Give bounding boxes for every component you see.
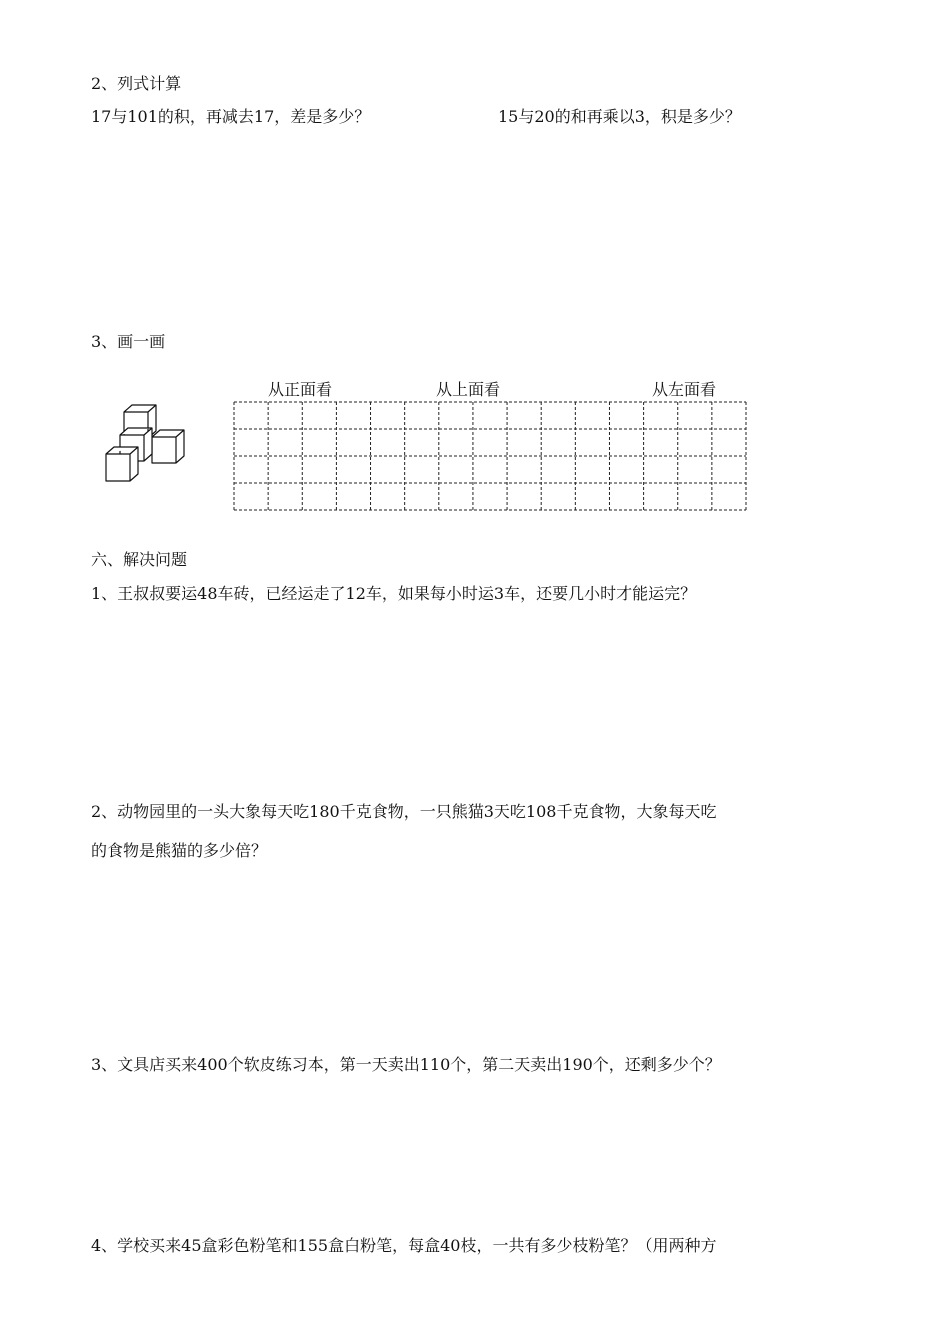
section6-heading: 六、解决问题 bbox=[91, 550, 188, 569]
label-left-view: 从左面看 bbox=[652, 380, 717, 399]
section2-heading: 2、列式计算 bbox=[91, 74, 182, 93]
drawing-grid[interactable] bbox=[232, 400, 748, 512]
problem-4: 4、学校买来45盒彩色粉笔和155盒白粉笔，每盒40枝，一共有多少枝粉笔？（用两种方 bbox=[91, 1236, 717, 1255]
label-front-view: 从正面看 bbox=[268, 380, 333, 399]
section3-heading: 3、画一画 bbox=[91, 332, 166, 351]
problem-2-line1: 2、动物园里的一头大象每天吃180千克食物，一只熊猫3天吃108千克食物，大象每天吃 bbox=[91, 802, 717, 821]
problem-1: 1、王叔叔要运48车砖，已经运走了12车，如果每小时运3车，还要几小时才能运完？ bbox=[91, 584, 697, 603]
question-product: 17与101的积，再减去17，差是多少？ bbox=[91, 107, 371, 126]
cube-right bbox=[152, 430, 184, 463]
problem-3: 3、文具店买来400个软皮练习本，第一天卖出110个，第二天卖出190个，还剩多少个？ bbox=[91, 1055, 721, 1074]
label-top-view: 从上面看 bbox=[436, 380, 501, 399]
cube-stack-figure bbox=[104, 402, 196, 484]
question-sum: 15与20的和再乘以3，积是多少？ bbox=[498, 107, 741, 126]
problem-2-line2: 的食物是熊猫的多少倍？ bbox=[91, 841, 268, 860]
